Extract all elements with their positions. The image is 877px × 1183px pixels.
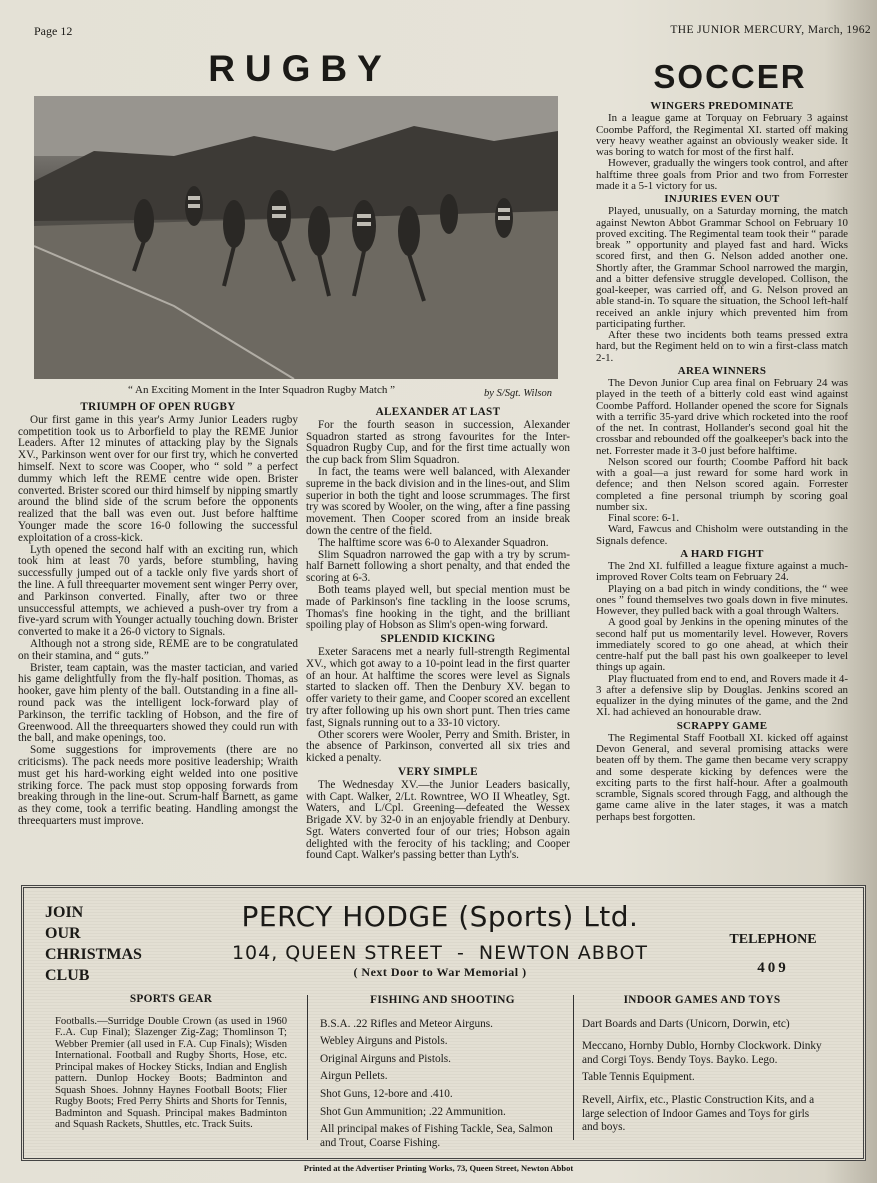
- rugby-title: RUGBY: [208, 48, 392, 89]
- christmas-club: [45, 902, 142, 986]
- club-line: CHRISTMAS: [45, 946, 142, 963]
- rugby-photo: [34, 96, 558, 379]
- photo-credit: by S/Sgt. Wilson: [484, 388, 552, 399]
- ad-divider: [307, 995, 308, 1140]
- club-line: OUR: [45, 925, 81, 942]
- soccer-column: [596, 101, 848, 823]
- section-heading: TRIUMPH OF OPEN RUGBY: [80, 401, 236, 413]
- ad-item: Dart Boards and Darts (Unicorn, Dorwin, etc): [582, 1017, 790, 1030]
- article-paragraph: The halftime score was 6-0 to Alexander Squadron.: [318, 536, 549, 549]
- article-paragraph: The Wednesday XV.—the Junior Leaders basically, with Capt. Walker, 2/Lt. Rowntree, WO II Wheatley, Sgt. Waters, and L/Cpl. Greening—defeated the Wessex Brigade XV. by 32-0 in an enjoyable friendly at Denbury. Sgt. Waters converted four of our tries; Hobson again delighted with the ferocity of his tackling; and Cooper found Capt. Walker's passing better than Lyth's.: [306, 778, 570, 862]
- article-paragraph: Both teams played well, but special mention must be made of Parkinson's fine tackling in the loose scrums, Thomas's fine hooking in the tight, and the brilliant spoiling play of Hobson as Slim's open-wing forward.: [306, 583, 570, 632]
- telephone-number: 409: [757, 960, 789, 976]
- article-paragraph: Nelson scored our fourth; Coombe Pafford hit back with a goal—a just reward for some hard work in defence; and then Nelson scored again. Forrester completed a fine personal triumph by scoring goal number six.: [596, 455, 848, 513]
- article-paragraph: In a league game at Torquay on February 3 against Coombe Pafford, the Regimental XI. started off making very heavy weather against an obviously weaker side. It was boring to watch for most of the first half.: [596, 112, 848, 158]
- article-paragraph: Slim Squadron narrowed the gap with a try by scrum-half Barnett following a short penalty, and that ended the scoring at 6-3.: [306, 548, 570, 585]
- company-name: PERCY HODGE (Sports) Ltd.: [241, 900, 639, 933]
- article-paragraph: However, gradually the wingers took control, and after halftime three goals from Prior and two from Forrester made it a 5-1 victory for us.: [596, 157, 848, 192]
- article-paragraph: Ward, Fawcus and Chisholm were outstanding in the Signals defence.: [596, 523, 848, 547]
- section-heading: A HARD FIGHT: [680, 547, 764, 560]
- ad-item: Meccano, Hornby Dublo, Hornby Clockwork. Dinky and Corgi Toys. Bendy Toys. Bayko. Lego.: [582, 1040, 822, 1066]
- ad-column-heading: FISHING AND SHOOTING: [370, 994, 515, 1006]
- section-heading: VERY SIMPLE: [398, 765, 478, 778]
- soccer-title: SOCCER: [653, 58, 807, 95]
- ad-item: Airgun Pellets.: [320, 1070, 388, 1083]
- section-heading: WINGERS PREDOMINATE: [650, 100, 794, 112]
- page-number: Page 12: [34, 24, 73, 38]
- article-paragraph: Lyth opened the second half with an exciting run, which took him at least 70 yards, before stumbling, having successfully jumped out of a tackle only five yards short of the line. A full threequarter movement sent winger Perry over, and Parkinson converted. Finally, after two or three unsuccessful attempts, we achieved a push-over try from a five-yard scrum with Younger actually touching down. Brister converted to make it a 26-0 victory to Signals.: [18, 543, 298, 639]
- article-paragraph: Other scorers were Wooler, Perry and Smith. Brister, in the absence of Parkinson, converted all six tries and kicked a penalty.: [306, 728, 570, 765]
- article-paragraph: Played, unusually, on a Saturday morning, the match against Newton Abbot Grammar School on February 10 proved exciting. The Regimental team took their “ parade break ” opportunity and played fast and hard. Wicks scored first, and then G. Nelson added another one. Shortly after, the Grammar School narrowed the margin, and a bitter defensive struggle developed. Collison, the goal-keeper, was carried off, and G. Nelson proved an able stand-in. To square the situation, the School left-half received an ankle injury which prevented him from participating further.: [596, 205, 848, 330]
- ad-item: All principal makes of Fishing Tackle, Sea, Salmon and Trout, Coarse Fishing.: [320, 1123, 553, 1149]
- section-heading: ALEXANDER AT LAST: [375, 406, 501, 418]
- article-paragraph: The 2nd XI. fulfilled a league fixture against a much-improved Rover Colts team on February 24.: [596, 560, 848, 584]
- ad-divider: [573, 995, 574, 1140]
- article-paragraph: A good goal by Jenkins in the opening minutes of the second half put us momentarily level. However, Rovers immediately scored to go one ahead, at which their centre-half put the ball past his own goalkeeper to level things up again.: [596, 616, 848, 674]
- article-paragraph: Exeter Saracens met a nearly full-strength Regimental XV., which got away to a 10-point lead in the first quarter of an hour. At halftime the scores were level as Signals started to slacken off. Then the Denbury XV. began to offer variety to their game, and Cooper scored an excellent try after following up his own short punt. Then tries came fast, Signals running out to a 33-10 victory.: [306, 645, 570, 729]
- club-line: JOIN: [45, 904, 84, 921]
- section-heading: INJURIES EVEN OUT: [664, 193, 780, 205]
- company-address: 104, QUEEN STREET - NEWTON ABBOT: [231, 942, 649, 964]
- article-paragraph: Playing on a bad pitch in windy conditions, the “ wee ones ” found themselves two goals down in five minutes. However, they pulled back with a goal through Walters.: [596, 582, 848, 617]
- ad-item: B.S.A. .22 Rifles and Meteor Airguns.: [320, 1017, 494, 1030]
- ad-column-fishing: [320, 994, 565, 1154]
- ad-item: Shot Gun Ammunition; .22 Ammunition.: [320, 1105, 506, 1118]
- ad-item: Shot Guns, 12-bore and .410.: [320, 1087, 453, 1100]
- ad-item: Table Tennis Equipment.: [582, 1071, 695, 1084]
- article-paragraph: Play fluctuated from end to end, and Rovers made it 4-3 after a defensive slip by Douglas. Jenkins scored an equalizer in the dying minutes of the game, and the 2nd XI. had achieved an honourable draw.: [596, 672, 848, 719]
- article-paragraph: Some suggestions for improvements (there are no criticisms). The pack needs more positive leadership; Wraith must get his hard-working eight welded into one positive striking force. The pack must stop opposing forwards from breaking through in the line-out. Scrum-half Barnett, as game as they come, took a terrific beating. Handling amongst the threequarters must improve.: [18, 744, 298, 827]
- article-paragraph: Although not a strong side, REME are to be congratulated on their stamina, and “ guts.”: [18, 637, 298, 662]
- article-paragraph: Brister, team captain, was the master tactician, and varied his game delightfully from the fly-half position. Thomas, as hooker, gave him plenty of the ball. Outstanding in a fine all-round pack was the intelligent lock-forward play of Parkinson, the terrific tackling of Hobson, and the fire of Greenwood. All the threequarters showed they could run with the ball, and make openings, too.: [18, 661, 298, 745]
- publication-header: THE JUNIOR MERCURY, March, 1962: [670, 24, 871, 36]
- article-paragraph: The Regimental Staff Football XI. kicked off against Devon General, and several promising attacks were beaten off by them. The game then became very scrappy and some desperate kicking by defences were the exciting parts to the first half-hour. After a goalmouth scramble, Signals scored through Fagg, and although the game came alive in the later stages, it was a match perhaps best forgotten.: [596, 731, 848, 823]
- article-paragraph: Final score: 6-1.: [608, 512, 680, 524]
- article-paragraph: In fact, the teams were well balanced, with Alexander supreme in the back division and in the lines-out, and Slim superior in both the tight and loose scrummages. The first try was scored by Wooler, on the wing, after a fine passing movement. Then Cooper scored from an inside break down the centre of the field.: [306, 465, 570, 537]
- rugby-column-1: [18, 402, 298, 828]
- ad-item: Webley Airguns and Pistols.: [320, 1035, 448, 1048]
- ad-column-sports-gear: [55, 994, 287, 1135]
- section-heading: SCRAPPY GAME: [676, 719, 768, 732]
- club-line: CLUB: [45, 967, 90, 984]
- ad-column-heading: SPORTS GEAR: [129, 993, 213, 1005]
- article-paragraph: The Devon Junior Cup area final on February 24 was played in the teeth of a bitterly cold east wind against Coombe Pafford. Hollander opened the score for Signals with a terrific 35-yard drive which rocketed into the roof of the net. In contrast, Hollander's second goal hit the crossbar and rebounded off the goalkeeper's back into the net. Forrester made it 3-0 just before halftime.: [596, 377, 848, 457]
- printer-imprint: Printed at the Advertiser Printing Works, 73, Queen Street, Newton Abbot: [303, 1163, 574, 1173]
- rugby-photo-illustration: [34, 96, 558, 379]
- ad-item: Original Airguns and Pistols.: [320, 1052, 451, 1065]
- article-paragraph: Our first game in this year's Army Junior Leaders rugby competition took us to Arborfield to play the REME Junior Leaders. After 12 minutes of attacking play by the Signals XV., Parkinson went over for our first try, which he converted himself. Next to score was Cooper, who “ sold ” a perfect dummy which left the REME centre wide open. Brister converted. Brister scored our third himself by nipping smartly around the blind side of the scrum before the opponents realized that the ball was even out. Just before halftime Younger made the score 16-0 following the successful exploitation of a cross-kick.: [18, 413, 298, 544]
- ad-item: Revell, Airfix, etc., Plastic Construction Kits, and a large selection of Indoor Games and Toys for girls and boys.: [582, 1093, 815, 1134]
- article-paragraph: For the fourth season in succession, Alexander Squadron started as strong favourites for the Inter-Squadron Rugby Cup, and for the first time actually won the cup back from Slim Squadron.: [306, 418, 570, 467]
- section-heading: AREA WINNERS: [677, 364, 767, 377]
- article-paragraph: After these two incidents both teams pressed extra hard, but the Regiment held on to win a first-class match 2-1.: [596, 329, 848, 364]
- rugby-column-2: [306, 407, 570, 862]
- ad-column-indoor-games: [582, 994, 822, 1139]
- photo-caption: “ An Exciting Moment in the Inter Squadron Rugby Match ”: [128, 384, 396, 396]
- ad-item: Footballs.—Surridge Double Crown (as used in 1960 F..A. Cup Final); Slazenger Zig-Zag; Thomlinson T; Webber Premier (all used in F.A. Cup Finals); Wisden International. Football and Rugby Shorts, Hose, etc. Principal makes of Hockey Sticks, Indian and English pattern. Dunlop Hockey Boots; Badminton and Squash Shoes. Johnny Haynes Football Boots; Flier Rugby Boots; Fred Perry Shirts and Shorts for Tennis, Badminton and Squash. Principal makes Badminton and Squash Rackets, Shuttles, etc. Track Suits.: [55, 1015, 287, 1130]
- address-note: ( Next Door to War Memorial ): [353, 965, 527, 979]
- section-heading: SPLENDID KICKING: [380, 633, 496, 646]
- telephone-label: TELEPHONE: [729, 932, 817, 947]
- ad-column-heading: INDOOR GAMES AND TOYS: [623, 994, 781, 1006]
